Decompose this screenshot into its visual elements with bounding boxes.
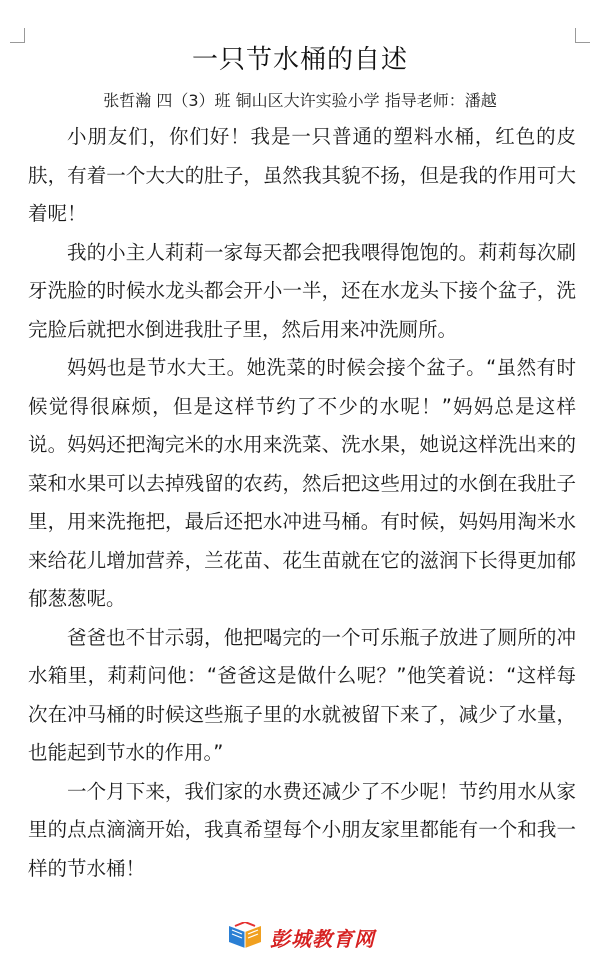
document-title: 一只节水桶的自述	[191, 45, 408, 75]
paragraph-3: 妈妈也是节水大王。她洗菜的时候会接个盆子。“虽然有时候觉得很麻烦，但是这样节约了不少的水呢！”妈妈总是这样说。妈妈还把淘完米的水用来洗菜、洗水果，她说这样洗出来的菜和水果可以去掉残留的农药，然后把这些用过的水倒在我肚子里，用来洗拖把，最后还把水冲进马桶。有时候，妈妈用淘米水来给花儿增加营养，兰花苗、花生苗就在它的滋润下长得更加郁郁葱葱呢。	[28, 356, 576, 610]
book-logo-icon	[226, 922, 264, 952]
paragraph-5: 一个月下来，我们家的水费还减少了不少呢！节约用水从家里的点点滴滴开始，我真希望每个小朋友家里都能有一个和我一样的节水桶！	[28, 779, 576, 880]
site-watermark	[226, 922, 375, 952]
paragraph-1: 小朋友们，你们好！我是一只普通的塑料水桶，红色的皮肤，有着一个大大的肚子，虽然我其貌不扬，但是我的作用可大着呢！	[28, 125, 576, 225]
paragraph-2: 我的小主人莉莉一家每天都会把我喂得饱饱的。莉莉每次刷牙洗脸的时候水龙头都会开小一半，还在水龙头下接个盆子，洗完脸后就把水倒进我肚子里，然后用来冲洗厕所。	[28, 240, 576, 341]
watermark-text: 彭城教育网	[270, 926, 375, 951]
paragraph-4: 爸爸也不甘示弱，他把喝完的一个可乐瓶子放进了厕所的冲水箱里，莉莉问他：“爸爸这是做什么呢？”他笑着说：“这样每次在冲马桶的时候这些瓶子里的水就被留下来了，减少了水量，也能起到节水的作用。”	[28, 625, 576, 764]
document-body	[28, 118, 576, 888]
author-byline: 张哲瀚 四（3）班 铜山区大许实验小学 指导老师：潘越	[103, 91, 497, 110]
